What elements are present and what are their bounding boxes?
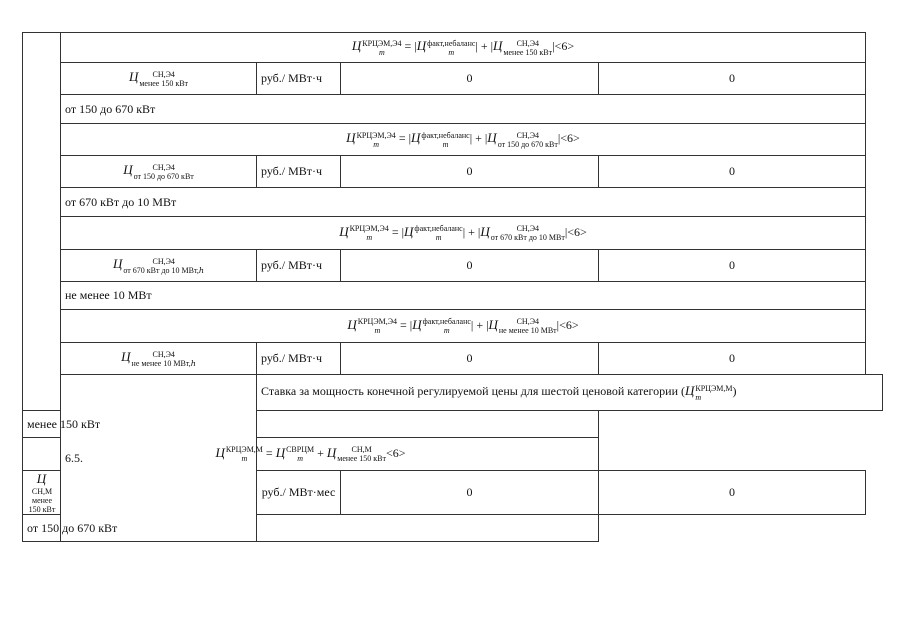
section-header-row (23, 95, 883, 124)
symbol-cell: Ц СН,Э4 от 150 до 670 кВт (61, 156, 257, 188)
symbol-cell: Ц СН,Э4 от 670 кВт до 10 МВт,ℎ (61, 250, 257, 282)
section-title: Ставка за мощность конечной регулируемой цены для шестой ценовой категории (Ц КРЦЭМ,М m ) (257, 375, 883, 411)
value-row (23, 343, 883, 375)
value-cell: 0 (599, 156, 866, 188)
range-label: не менее 10 МВт (61, 282, 866, 310)
formula-cell: Ц КРЦЭМ,Э4 m = |Ц факт,небаланс m | + |Ц СН,Э4 от 150 до 670 кВт |<6> (61, 124, 866, 156)
formula-row (23, 33, 883, 63)
value-row (23, 250, 883, 282)
value-row (23, 63, 883, 95)
value-cell: 0 (341, 471, 599, 515)
tariff-table (22, 32, 883, 542)
formula-row (23, 310, 883, 343)
formula-cell: Ц КРЦЭМ,Э4 m = |Ц факт,небаланс m | + |Ц СН,Э4 менее 150 кВт |<6> (61, 33, 866, 63)
unit-cell: руб./ МВт·мес (257, 471, 341, 515)
section-header-row (23, 188, 883, 217)
value-cell: 0 (599, 471, 866, 515)
section-number: 6.5. (61, 375, 257, 542)
formula-cell: Ц КРЦЭМ,Э4 m = |Ц факт,небаланс m | + |Ц СН,Э4 от 670 кВт до 10 МВт |<6> (61, 217, 866, 250)
section-title-row (23, 375, 883, 411)
value-cell: 0 (599, 63, 866, 95)
symbol-cell: Ц СН,М менее 150 кВт (23, 471, 61, 515)
value-cell: 0 (341, 343, 599, 375)
formula-cell: Ц КРЦЭМ,М m = Ц СВРЦМ m + Ц СН,М менее 150 кВт <6> (23, 438, 599, 471)
value-cell: 0 (599, 343, 866, 375)
symbol-cell: Ц СН,Э4 менее 150 кВт (61, 63, 257, 95)
range-label: от 670 кВт до 10 МВт (61, 188, 866, 217)
formula-row (23, 124, 883, 156)
range-label: от 150 до 670 кВт (23, 515, 599, 542)
number-cell-empty (23, 33, 61, 411)
range-label: менее 150 кВт (23, 411, 599, 438)
unit-cell: руб./ МВт·ч (257, 156, 341, 188)
formula-row (23, 217, 883, 250)
formula-row (23, 438, 883, 471)
section-header-row (23, 515, 883, 542)
value-cell: 0 (341, 156, 599, 188)
value-cell: 0 (341, 63, 599, 95)
value-cell: 0 (341, 250, 599, 282)
unit-cell: руб./ МВт·ч (257, 343, 341, 375)
section-header-row (23, 282, 883, 310)
value-cell: 0 (599, 250, 866, 282)
range-label: от 150 до 670 кВт (61, 95, 866, 124)
section-header-row (23, 411, 883, 438)
unit-cell: руб./ МВт·ч (257, 63, 341, 95)
symbol-cell: Ц СН,Э4 не менее 10 МВт,ℎ (61, 343, 257, 375)
value-row (23, 156, 883, 188)
formula-cell: Ц КРЦЭМ,Э4 m = |Ц факт,небаланс m | + |Ц СН,Э4 не менее 10 МВт |<6> (61, 310, 866, 343)
unit-cell: руб./ МВт·ч (257, 250, 341, 282)
